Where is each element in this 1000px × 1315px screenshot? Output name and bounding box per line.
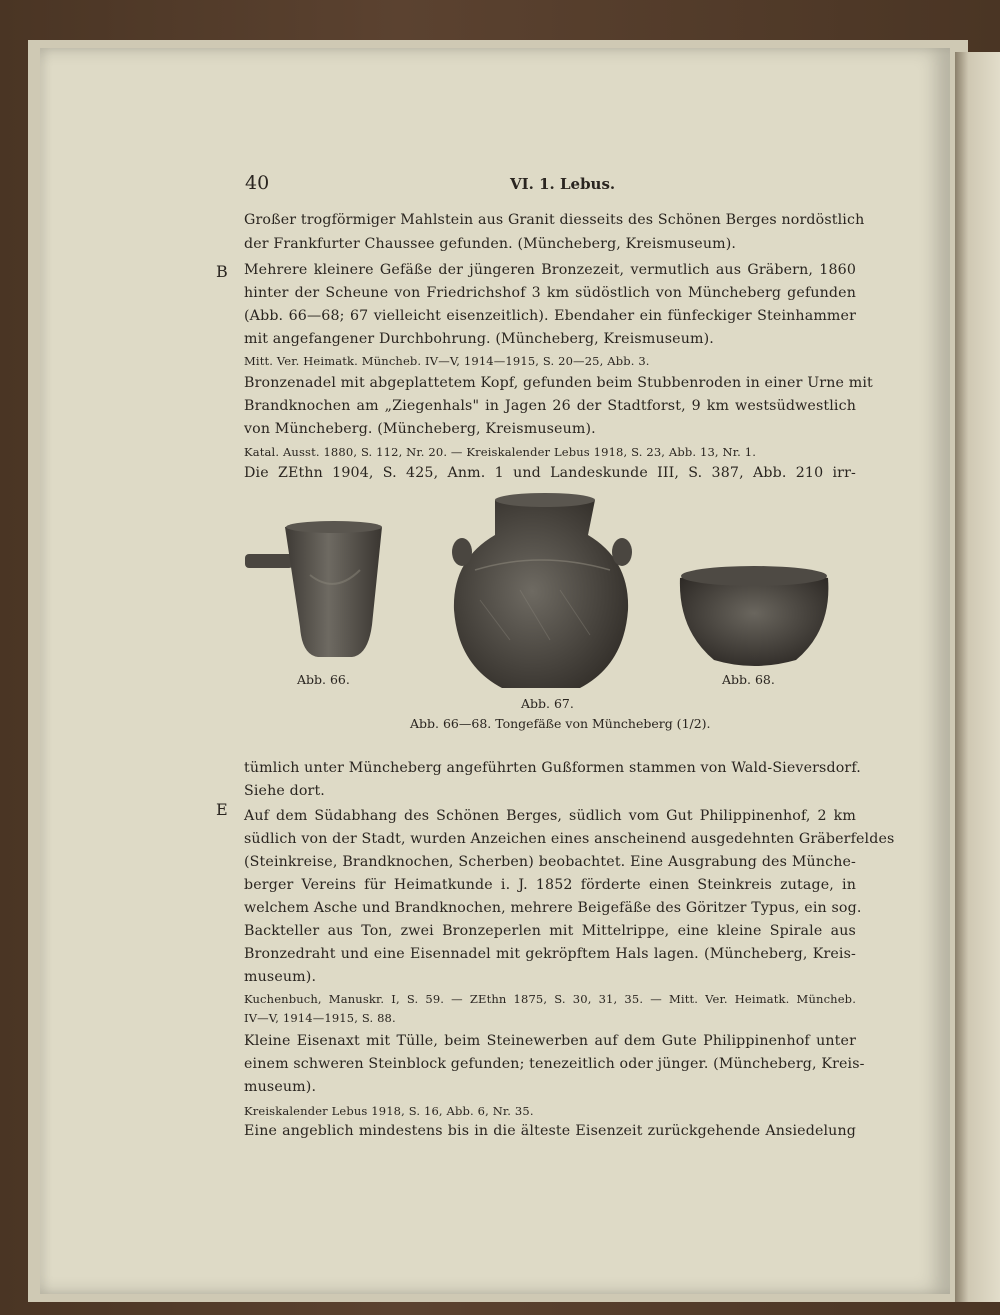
figure-68-label: Abb. 68. bbox=[722, 672, 775, 687]
reference-line: Kuchenbuch, Manuskr. I, S. 59. — ZEthn 1875, S. 30, 31, 35. — Mitt. Ver. Heimatk. Müncheb. bbox=[244, 992, 856, 1006]
text-line: Eine angeblich mindestens bis in die älteste Eisenzeit zurückgehende Ansiedelung bbox=[244, 1123, 856, 1139]
text-line: mit angefangener Durchbohrung. (Müncheberg, Kreismuseum). bbox=[244, 331, 714, 347]
margin-marker-e: E bbox=[216, 800, 228, 819]
figure-caption: Abb. 66—68. Tongefäße von Müncheberg (1/2). bbox=[410, 716, 711, 731]
text-line: museum). bbox=[244, 1079, 317, 1095]
text-line: (Steinkreise, Brandknochen, Scherben) beobachtet. Eine Ausgrabung des Münche- bbox=[244, 854, 856, 870]
reference-line: Kreiskalender Lebus 1918, S. 16, Abb. 6, Nr. 35. bbox=[244, 1104, 534, 1118]
text-line: Backteller aus Ton, zwei Bronzeperlen mit Mittelrippe, eine kleine Spirale aus bbox=[244, 923, 856, 939]
figure-66-label: Abb. 66. bbox=[297, 672, 350, 687]
text-line: Siehe dort. bbox=[244, 783, 325, 799]
text-line: (Abb. 66—68; 67 vielleicht eisenzeitlich). Ebendaher ein fünfeckiger Steinhammer bbox=[244, 308, 856, 324]
page-number: 40 bbox=[245, 172, 270, 194]
reference-line: Katal. Ausst. 1880, S. 112, Nr. 20. — Kreiskalender Lebus 1918, S. 23, Abb. 13, Nr. 1. bbox=[244, 445, 757, 459]
text-line: Kleine Eisenaxt mit Tülle, beim Steinewerben auf dem Gute Philippinenhof unter bbox=[244, 1033, 856, 1049]
text-line: einem schweren Steinblock gefunden; tenezeitlich oder jünger. (Müncheberg, Kreis- bbox=[244, 1056, 865, 1072]
text-line: museum). bbox=[244, 969, 317, 985]
figure-67-label: Abb. 67. bbox=[521, 696, 574, 711]
text-line: von Müncheberg. (Müncheberg, Kreismuseum). bbox=[244, 421, 596, 437]
text-line: der Frankfurter Chaussee gefunden. (Müncheberg, Kreismuseum). bbox=[244, 236, 737, 252]
facing-page-edge bbox=[955, 52, 1000, 1302]
text-line: Die ZEthn 1904, S. 425, Anm. 1 und Landeskunde III, S. 387, Abb. 210 irr- bbox=[244, 465, 856, 481]
margin-marker-b: B bbox=[216, 262, 228, 281]
text-line: welchem Asche und Brandknochen, mehrere Beigefäße des Göritzer Typus, ein sog. bbox=[244, 900, 862, 916]
running-header: VI. 1. Lebus. bbox=[510, 175, 616, 193]
reference-line: IV—V, 1914—1915, S. 88. bbox=[244, 1011, 396, 1025]
text-line: Brandknochen am „Ziegenhals" in Jagen 26 der Stadtforst, 9 km westsüdwestlich bbox=[244, 398, 856, 414]
vessel-66-figure bbox=[240, 515, 400, 675]
text-line: berger Vereins für Heimatkunde i. J. 1852 förderte einen Steinkreis zutage, in bbox=[244, 877, 856, 893]
text-line: hinter der Scheune von Friedrichshof 3 km südöstlich von Müncheberg gefunden bbox=[244, 285, 856, 301]
text-line: Mehrere kleinere Gefäße der jüngeren Bronzezeit, vermutlich aus Gräbern, 1860 bbox=[244, 262, 856, 278]
text-line: Bronzenadel mit abgeplattetem Kopf, gefunden beim Stubbenroden in einer Urne mit bbox=[244, 375, 873, 391]
text-line: südlich von der Stadt, wurden Anzeichen eines anscheinend ausgedehnten Gräberfeldes bbox=[244, 831, 895, 847]
vessel-68-figure bbox=[676, 560, 832, 670]
text-line: tümlich unter Müncheberg angeführten Gußformen stammen von Wald-Sieversdorf. bbox=[244, 760, 861, 776]
text-line: Großer trogförmiger Mahlstein aus Granit diesseits des Schönen Berges nordöstlich bbox=[244, 212, 865, 228]
text-line: Bronzedraht und eine Eisennadel mit gekröpftem Hals lagen. (Müncheberg, Kreis- bbox=[244, 946, 856, 962]
reference-line: Mitt. Ver. Heimatk. Müncheb. IV—V, 1914—1915, S. 20—25, Abb. 3. bbox=[244, 354, 650, 368]
vessel-67-figure bbox=[440, 490, 640, 695]
text-line: Auf dem Südabhang des Schönen Berges, südlich vom Gut Philippinenhof, 2 km bbox=[244, 808, 856, 824]
